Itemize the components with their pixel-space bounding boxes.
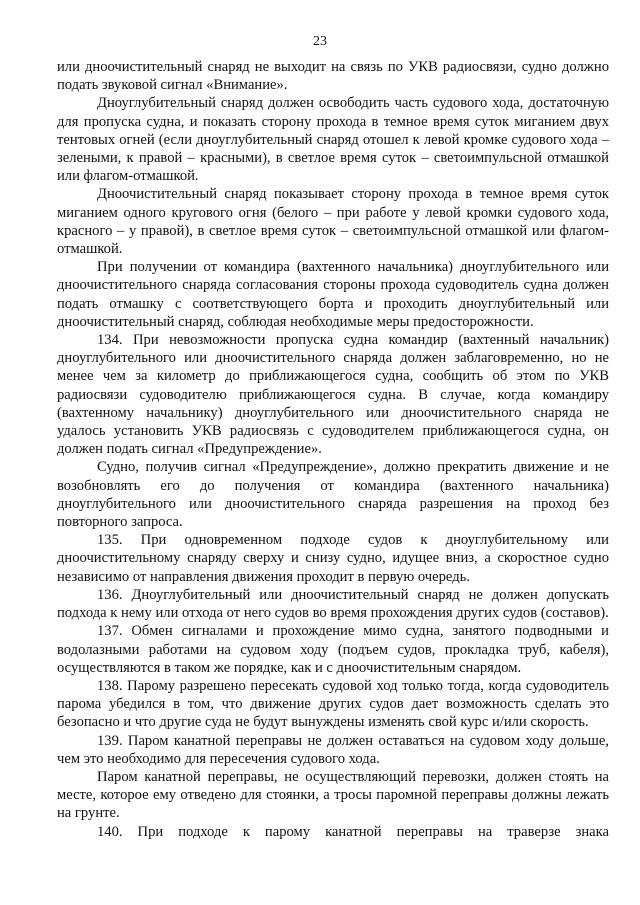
paragraph: 137. Обмен сигналами и прохождение мимо судна, занятого подводными и водолазными работами на судовом ходу (подъем судов, прокладка труб, кабеля), осуществляются в таком же порядке, как и с дноочистительным снарядом. [57, 623, 609, 676]
paragraph: или дноочистительный снаряд не выходит на связь по УКВ радиосвязи, судно должно подать звуковой сигнал «Внимание». [57, 59, 609, 94]
paragraph: Дноуглубительный снаряд должен освободить часть судового хода, достаточную для пропуска судна, и показать сторону прохода в темное время суток миганием двух тентовых огней (если дноуглубительный снаряд отошел к левой кромке судового хода – зелеными, к правой – красными), в светлое время суток – светоимпульсной отмашкой или флагом-отмашкой. [57, 95, 609, 185]
paragraph: Паром канатной переправы, не осуществляющий перевозки, должен стоять на месте, которое ему отведено для стоянки, а тросы паромной переправы должны лежать на грунте. [57, 768, 609, 822]
paragraph: Дноочистительный снаряд показывает сторону прохода в темное время суток миганием одного кругового огня (белого – при работе у левой кромки судового хода, красного – у правой), в светлое время суток – светоимпульсной отмашкой или флагом-отмашкой. [57, 186, 609, 258]
paragraph: Судно, получив сигнал «Предупреждение», должно прекратить движение и не возобновлять его до получения от командира (вахтенного начальника) дноуглубительного или дноочистительного снаряда разрешения на проход без повторного запроса. [57, 459, 609, 531]
page-number: 23 [313, 34, 327, 49]
paragraph: 139. Паром канатной переправы не должен оставаться на судовом ходу дольше, чем это необходимо для пересечения судового хода. [57, 732, 609, 767]
paragraph: 140. При подходе к парому канатной переправы на траверзе знака [97, 823, 609, 840]
paragraph: При получении от командира (вахтенного начальника) дноуглубительного или дноочистительного снаряда согласования стороны прохода судоводитель судна должен подать отмашку с соответствующего борта и проходить дноуглубительный или дноочистительный снаряд, соблюдая необходимые меры предосторожности. [57, 259, 609, 330]
paragraph: 134. При невозможности пропуска судна командир (вахтенный начальник) дноуглубительного или дноочистительного снаряда должен заблаговременно, но не менее чем за километр до приближающегося судна, сообщить об этом по УКВ радиосвязи судоводителю приближающегося судна. В случае, когда командиру (вахтенному начальнику) дноуглубительного или дноочистительного снаряда не удалось установить УКВ радиосвязь с судоводителем приближающегося судна, он должен подать сигнал «Предупреждение». [57, 332, 609, 458]
body-text [57, 58, 609, 841]
paragraph: 135. При одновременном подходе судов к дноуглубительному или дноочистительному снаряду сверху и снизу судно, идущее вниз, а скоростное судно независимо от направления движения проходит в первую очередь. [57, 532, 609, 585]
paragraph: 138. Парому разрешено пересекать судовой ход только тогда, когда судоводитель парома убедился в том, что движение других судов дает возможность сделать это безопасно и что другие суда не будут вынуждены изменять свой курс и/или скорость. [57, 677, 609, 731]
paragraph: 136. Дноуглубительный или дноочистительный снаряд не должен допускать подхода к нему или отхода от него судов во время прохождения других судов (составов). [57, 586, 609, 622]
